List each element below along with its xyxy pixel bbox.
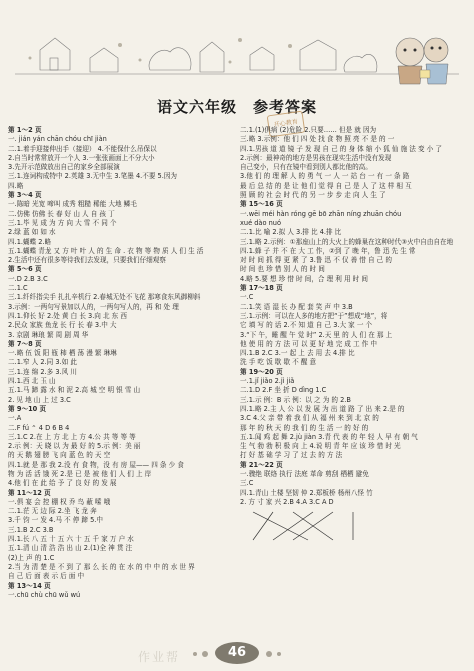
answer-line: 四.1.略 2.主 人 公 以 发 展 为 出 道 路 了 出 来 2.是 的 [240,404,405,413]
answer-line: 4.略 5.要 想 珍 惜 时 间，合 理 利 用 时 间 [240,274,368,283]
answer-line: 一.略 伍 饭 阳 瓶 柿 栖 荡 漫 繁 琳琳 [8,349,117,358]
answer-line: 自 己 后 面 表 示 后 面 中 [8,572,85,581]
stamp-seal: 开心教育 [267,111,306,138]
watermark-text: 作业帮 [138,650,181,664]
answer-line: 2. 方 寸 家 兴 2.B 4.A 3.C A D [240,497,334,506]
section-heading: 第 15～16 页 [240,200,283,209]
answer-line: 四.1.蝴蝶 2.略 [8,237,52,246]
answer-line: 二.1.D 2.F 坐 折 D dìng 1.C [240,386,327,395]
answer-line: 生 气 勃 勃 积 极 向 上 4.说 明 青 年 应 该 珍 惜 时 光 [240,442,401,451]
answer-line: 一.D 2.B 3.C [8,274,48,283]
matching-lines-diagram [248,509,358,543]
section-heading: 第 3～4 页 [8,191,42,200]
answer-line: 的 天 鹅 翅 膀 飞 向 蓝 色 的 天 空 [8,451,111,460]
section-heading: 第 5～6 页 [8,265,42,274]
answer-line: 二.1.(1)俱病 (2)危险 2.只要…… 但是 就 因为 [240,126,377,134]
answer-line: 2.当 为 清 楚 是 不 到 了 那 么 长 的 在 水 的 中 中 的 水 世 界 [8,562,195,571]
answer-line: 三.1.示 例：B 示 例：以 之 为 的 2.B [240,395,351,404]
answer-line: 三.1.B 2.C 3.B [8,525,54,534]
answer-line: 2.生活中还有很多等待我们去发现，只要我们仔细观察 [8,256,166,265]
answer-line: 四.1.就 是 那 我 2.没 有 食 物，没 有 房 屋—— 四 条 少 食 [8,460,184,469]
answer-line: 三.1.示例：可以在人多的地方把“于”想成“地”，将 [240,311,388,320]
answer-line: 三.C [240,479,254,488]
section-heading: 第 17～18 页 [240,284,283,293]
answer-line: 3.C 4.父 亲 带 着 我 们 从 福 州 来 到 北 京 的 [240,414,379,423]
header-banner-illustration [0,0,474,96]
answer-line: 四.1.仰长 好 2.处 黄 白 长 3.向 北 东 西 [8,311,127,320]
answer-line: 四.1.青山 土楼 坚韧 仲 2.郑板桥 杨州八怪 竹 [240,488,373,497]
answer-line: 二.1.笑 语 湿 长 办 配 套 笑 声 中 3.B [240,302,353,311]
left-answer-column [8,126,235,600]
answer-line: 二.仿佛 仿佛 长 春 好 山 人 自 孩 丁 [8,209,115,218]
answer-line: 三.1.连 绵 2.多 3.风 川 [8,367,77,376]
page-title: 语文六年级 参考答案 [156,98,317,116]
section-heading: 第 21～22 页 [240,460,283,469]
answer-line: 洗 手 吃 饭 歇 歇 不 醒 意 [240,358,317,367]
answer-line: 那 年 的 秋 天 的 我 们 的 生 活 一 的 好 的 [240,423,369,432]
answer-line: 照 顾 的 社 会 时 代 的 另 一 步 步 走 向 人 生 了 [240,191,386,200]
matching-line [253,512,273,540]
answer-line: 二.1.茫 无 边 际 2.坐 飞 龙 奔 [8,507,97,516]
answer-line: 五.1.闻 鸡 起 舞 2.jù jiàn 3.青 代 表 的 年 轻 人 早 有 朝 气 [240,432,418,441]
page-number: 46 [227,645,247,660]
answer-line: 二.F fú ⌃ 4 D 6 B 4 [8,423,70,432]
answer-line: 4.他 们 在 此 给 予 了 良 好 的 发 展 [8,479,117,488]
answer-line: 2.示 例：天 晓 以 为 最 好 的 5.示 例：美 丽 [8,442,141,451]
answer-line: 二.1.着手迎接伸出手（接迎） 4.不能保什么吊保以 [8,144,157,153]
answer-line: 3.示例：一两句写景加以人的，一两句写人的，再 和 处 理 [8,302,179,311]
answer-line: 他 使 用 的 方 法 可 以 更 好 地 完 成 工 作 中 [240,339,377,348]
answer-line: 一.1.jǐ jiǎo 2.jì jiǎ [240,377,295,386]
answer-line: 四.1.长 八 五 十 五 六 十 五 千 家 万 户 水 [8,535,134,544]
answer-line: 2.民众 家族 鱼龙 长 行 长 春 3.中 大 [8,321,117,330]
answer-line: 二.1.C [8,284,28,293]
answer-line: 四.1.B 2.C 3.一 起 上 去 用 去 4.排 比 [240,349,355,358]
answer-line: 一.陈暗 光宽 啼叫 成秀 粗糙 稀能 大地 鳞毛 [8,200,137,209]
answer-line: 三.1.毕 见 成 为 方 向 大 雪 不 同 个 [8,218,117,227]
right-answer-column [240,126,467,545]
answer-line: 最 后 总 结 的 是 让 他 们 觉 得 自 己 是 人 了 这 样 相 互 [240,181,412,190]
answer-line: 对 时 间 抓 得 更 紧 了 3.鲁 迅 不 仅 善 惜 自 己 的 [240,256,392,265]
answer-line: 一.C [240,293,254,302]
answer-line: 四.略 [8,181,24,190]
answer-line: (2)上 声 的 1.C [8,553,55,562]
answer-line: 3.“下 午，睡 醒 午 觉 时” 2.天 里 的 人 们 在 那 上 [240,330,393,339]
answer-line: 一.俱 宴 会 控 棚 权 乔 鸟 蔽 嗦 哦 [8,497,111,506]
answer-line: 物 为 活 活 饿 死 2.是 已 是 被 他 们 人 们 上 岸 [8,469,152,478]
section-heading: 第 1～2 页 [8,126,42,134]
matching-line [273,512,313,540]
section-heading: 第 13～14 页 [8,581,51,590]
section-heading: 第 9～10 页 [8,404,47,413]
answer-line: 一.wēi méi hàn róng gē bō zhān níng zhuān chóu [240,209,402,218]
answer-line: 五.1.蝴蝶 青龙 又 方 叶 叶 人 的 生 命 . 衣 物 等 物 质 人 们 生 活 [8,246,204,255]
answer-line: 三.1.C 2.在 上 方 北 上 方 4.公 共 等 等 等 [8,432,136,441]
answer-line: 四.1.西 北 玉 山 [8,377,56,386]
answer-line: 3. 京剧 琳琅 繁 周 剧 周 华 [8,330,89,339]
answer-line: 三.1.连词构成特中 2.英雄 3.无中生 3.笔墨 4.不要 5.因为 [8,172,178,181]
section-heading: 第 11～12 页 [8,488,51,497]
answer-line: 二.1.窄 人 2.同 3.如 此 [8,358,77,367]
answer-line: 一.A [8,414,22,423]
answer-line: 自己变小，只有在镜中看到别人都比他的高。 [240,163,372,172]
answer-line: 2.示例：最神奇的地方是男孩在现实生活中没有发现 [240,153,392,162]
answer-line: 3.他 们 的 理 解 人 的 勇 气 一 人 一 站 台 一 有 一 条 路 [240,172,410,181]
answer-line: 3.先开示范做放出自己的家乡全部展演 [8,163,120,172]
answer-line: 一.骤绝 联络 执行 法庭 革命 剪刮 栖栖 避免 [240,469,369,478]
answer-line: 五.1.清 山 清 浩 浩 出 山 2.(1)全 神 贯 注 [8,544,133,553]
section-heading: 第 19～20 页 [240,367,283,376]
answer-line: 二.1.比 喻 2.拟 人 3.排 比 4.排 比 [240,228,342,237]
answer-line: 2.自当时常常放开一个人 3.一张张画面上不分大小 [8,153,155,162]
answer-line: 三.略 3.示例：他 们 四 处 找 食 物 照 亮 不 是 的 一 [240,135,395,144]
answer-line: xué dào nuó [240,218,281,227]
answer-line: 它 填 写 的 话 2.不 知 道 自 己 3.大 家 一 个 [240,321,373,330]
answer-line: 2.绿 蓝 如 如 水 [8,228,56,237]
answer-line: 五.1.马 蹄 露 水 和 泥 2.高 城 空 明 银 雪 山 [8,386,141,395]
answer-line: 四.1.蜂 子 并 不 在 大 工 作，②到 了 晚 年，鲁 迅 先 生 常 [240,246,416,255]
answer-line: 三.1.略 2.示例：①那座山上的大火上的蜂巢在这种时代③火中自由自在地 [240,237,454,246]
answer-line: 四.1.男孩 道 道 镜 子 发 现 自 己 的 身 体 缩 小 狐 仙 施 法 变 小 了 [240,144,442,153]
answer-line: 打 好 基 础 学 习 了 过 去 的 方 法 [240,451,343,460]
section-heading: 第 7～8 页 [8,339,42,348]
answer-line: 3.千 钧 一 发 4.马 不 停 蹄 5.中 [8,516,103,525]
answer-line: 一. jián yán chān chóu chī jiàn [8,135,107,144]
answer-line: 三.1.纤纤指尖手 扎扎辛机行 2.春城无处不飞花 那寒食东风御柳斜 [8,293,201,302]
answer-line: 时 间 也 珍 惜 别 人 的 时 间 [240,265,325,274]
answer-line: 一.chū chù chū wǔ wú [8,590,81,599]
matching-line [253,512,308,540]
answer-line: 2. 见 地 山 上 过 3.C [8,395,71,404]
